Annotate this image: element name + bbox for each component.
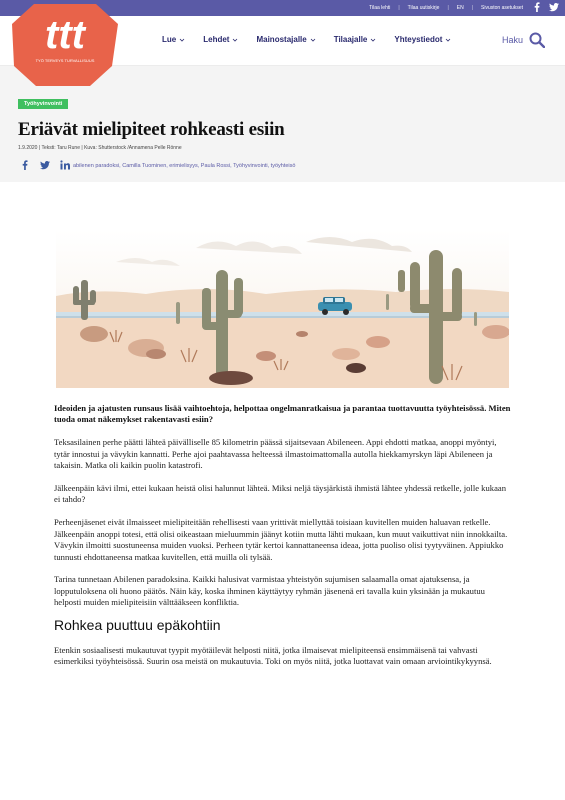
share-facebook-icon[interactable] [20,160,30,170]
share-buttons [20,160,70,170]
search-button[interactable] [502,32,545,48]
nav-item-lue[interactable] [162,35,185,44]
article-meta: 1.9.2020 | Teksti: Taru Rune | Kuva: Shutterstock /Annamena Pelle Rönne [18,145,182,151]
nav-item-label: Yhteystiedot [394,35,443,44]
nav-item-tilaajalle[interactable] [334,35,377,44]
nav-item-label: Mainostajalle [256,35,307,44]
language-link[interactable]: EN [456,5,464,11]
desert-illustration [56,230,509,388]
article-body [54,403,512,679]
nav-item-label: Lue [162,35,177,44]
site-settings-link[interactable]: Sivuston asetukset [481,5,523,11]
separator: | [398,5,400,11]
nav-item-lehdet[interactable] [203,35,238,44]
article-paragraph: Tarina tunnetaan Abilenen paradoksina. Kaikki halusivat varmistaa yhteistyön sujumisen salaamalla omat ajatuksensa, ja lopputuloksena oli huono päätös. Näin käy, koska ihminen käyttäytyy ryhmän jäsenenä eri tavalla kuin yksinään ja mukautuu helposti muiden mielipiteisiin välttääkseen konfliktia. [54,574,485,608]
order-magazine-link[interactable]: Tilaa lehti [369,5,391,11]
article-paragraph: Perheenjäsenet eivät ilmaisseet mielipiteitään rehellisesti vaan yrittivät miellyttää toisiaan kuvitellen muiden haluavan retkelle. Jälkeenpäin anoppi totesi, että olisi oikeastaan mieluummin jäänyt kotiin mutta lähti mukaan, kun muut vaikuttivat niin innokkailta. Vävykin ilmoitti suostuneensa muiden vuoksi. Perheen tytär kertoi kannattaneensa ideaa, jotta puoliso olisi tyytyväinen. Appiukko tunnusti ehdottaneensa matkaa kuvitellen, että muilla oli tylsää. [54,517,508,562]
nav-item-yhteystiedot[interactable] [394,35,451,44]
chevron-down-icon [232,37,238,43]
newsletter-link[interactable]: Tilaa uutiskirje [407,5,440,11]
search-icon [529,32,545,48]
chevron-down-icon [310,37,316,43]
utility-links [369,0,523,16]
nav-item-label: Tilaajalle [333,35,368,44]
facebook-icon[interactable] [532,2,542,12]
twitter-icon[interactable] [549,2,559,12]
article-title: Eriävät mielipiteet rohkeasti esiin [18,119,285,140]
article-paragraph: Jälkeenpäin kävi ilmi, ettei kukaan heistä olisi halunnut lähteä. Miksi neljä täysjärkistä ihmistä lähtee yhdessä retkelle, jolle kukaan ei tahdo? [54,483,506,505]
nav-item-label: Lehdet [203,35,230,44]
separator: | [447,5,449,11]
logo-text: ttt [45,13,85,57]
article-paragraph: Etenkin sosiaalisesti mukautuvat tyypit myötäilevät helposti niitä, jotka ilmaisevat mielipiteensä ensimmäisenä tai vahvasti esimerkiksi työyhteisössä. Suurin osa meistä on mukautuvia. Toki on myös niitä, jotka luottavat vain omaan arviointikykyynsä. [54,644,492,666]
ttt-logo[interactable] [12,4,118,86]
topbar-social [532,2,559,12]
main-nav [162,35,451,44]
nav-item-mainostajalle[interactable] [256,35,315,44]
chevron-down-icon [445,37,451,43]
share-linkedin-icon[interactable] [60,160,70,170]
article-tags[interactable]: abilenen paradoksi, Camilla Tuominen, erimielisyys, Paula Rossi, Työhyvinvointi, työyhteisö [73,163,296,169]
chevron-down-icon [179,37,185,43]
separator: | [471,5,474,11]
category-badge[interactable]: Työhyvinvointi [18,99,68,109]
search-label: Haku [501,35,523,45]
article-subheading: Rohkea puuttuu epäkohtiin [54,617,221,634]
share-twitter-icon[interactable] [40,160,50,170]
chevron-down-icon [370,37,376,43]
logo-subtext: TYÖ TERVEYS TURVALLISUUS [35,58,95,63]
article-lead: Ideoiden ja ajatusten runsaus lisää vaihtoehtoja, helpottaa ongelmanratkaisua ja parantaa tuottavuutta työyhteisössä. Miten tuoda omat näkemykset rakentavasti esiin? [54,403,511,425]
article-paragraph: Teksasilainen perhe päätti lähteä päivälliselle 85 kilometrin päässä sijaitsevaan Abileneen. Appi ehdotti matkaa, anoppi myöntyi, tytär innostui ja vävykin kannatti. Perhe ajoi paahtavassa helteessä ilmastoimattomalla autolla hiekkamyrskyn läpi Abileneen ja takaisin. Matka oli kaikin puolin katastrofi. [54,437,497,471]
